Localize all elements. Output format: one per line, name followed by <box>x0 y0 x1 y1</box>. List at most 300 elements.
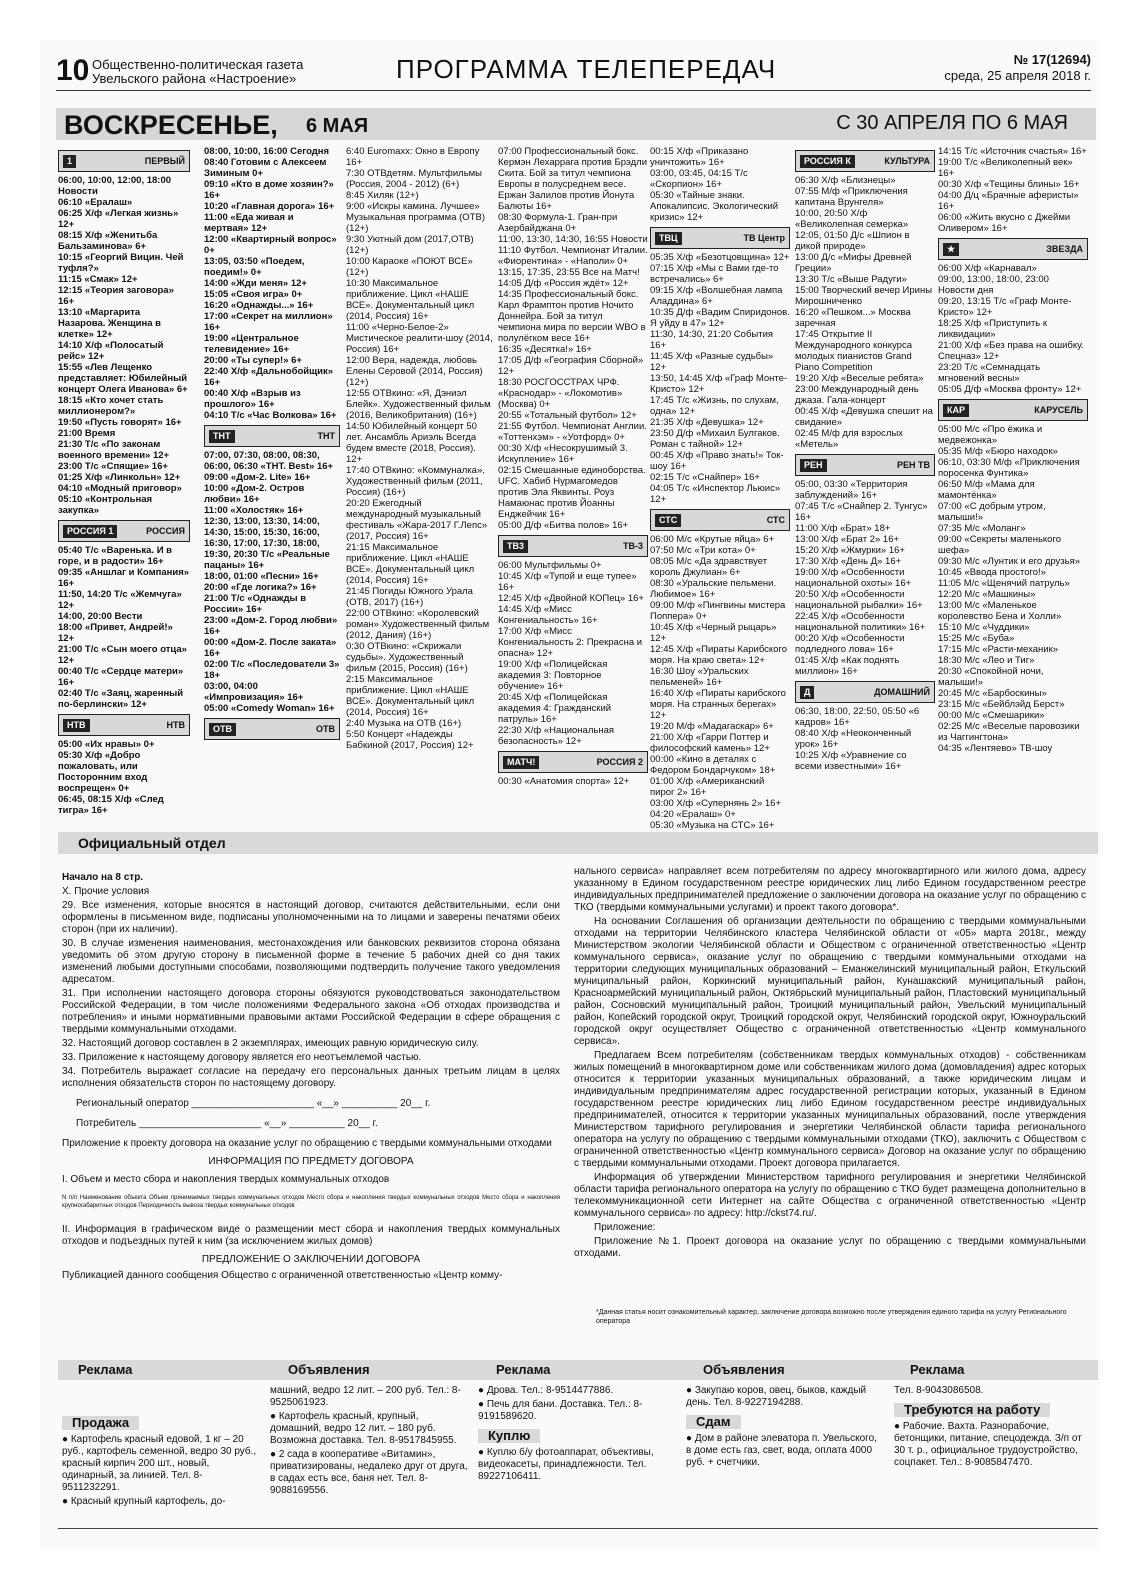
program-entry: 21:45 Погиды Южного Урала (ОТВ, 2017) (16+) <box>346 586 473 608</box>
newspaper-name-line2: Увельского района «Настроение» <box>92 71 297 86</box>
program-entry: 18:00, 01:00 «Песни» 16+ <box>204 571 319 582</box>
program-entry: 02:25 М/с «Веселые паровозики из Чаггингтона» <box>938 721 1080 743</box>
program-entry: 06:00 «Жить вкусно с Джейми Оливером» 16+ <box>938 212 1071 234</box>
program-entry: 23:15 М/с «Бейблэйд Берст» <box>938 699 1065 710</box>
ad-item: ● Печь для бани. Доставка. Тел.: 8-9191589620. <box>478 1399 643 1422</box>
channel-header <box>795 454 935 476</box>
tv-column <box>938 146 1088 754</box>
program-entry: 07:50 М/с «Три кота» 0+ <box>650 545 756 556</box>
program-entry: 13:00 Х/ф «Брат 2» 16+ <box>795 534 900 545</box>
channel-logo-icon: РОССИЯ 1 <box>63 525 117 538</box>
program-entry: 14:45 Х/ф «Мисс Конгениальность» 16+ <box>498 604 598 626</box>
program-entry: 00:15 Х/ф «Приказано уничтожить» 16+ <box>650 146 749 168</box>
tv-column <box>650 146 790 831</box>
info-item: II. Информация в графическом виде о размещении мест сбора и накопления твердых коммунальных отходов и подъездных путей к ним (за исключением жилых домов) <box>62 1224 560 1247</box>
program-entry: 17:15 М/с «Расти-механик» <box>938 644 1059 655</box>
program-entry: 00:40 Х/ф «Взрыв из прошлого» 16+ <box>204 388 301 410</box>
contract-paragraph: 31. При исполнении настоящего договора стороны обязуются руководствоваться законодательством Российской Федерации, в том числе положениями Федерального закона «Об отходах производства и потребления» и иными нормативными правовыми актами Российской Федерации в сфере обращения с твердыми коммунальными отходами. <box>62 988 560 1035</box>
program-entry: 08:40 Готовим с Алексеем Зиминым 0+ <box>204 157 327 179</box>
ad-item: ● Дрова. Тел.: 8-9514477886. <box>478 1385 614 1396</box>
program-entry: 7:30 ОТВдетям. Мультфильмы (Россия, 2004 - 2012) (6+) <box>346 168 483 190</box>
program-entry: 11:00 «Черно-Белое-2» Мистическое реалити-шоу (2014, Россия) 16+ <box>346 322 493 355</box>
program-entry: 19:00 Т/с «Великолепный век» 16+ <box>938 157 1073 179</box>
program-entry: 03:00, 03:45, 04:15 Т/с «Скорпион» 16+ <box>650 168 748 190</box>
program-entry: 21:30 Т/с «По законам военного времени» 12+ <box>58 439 170 461</box>
program-entry: 17:45 Открытие II Международного конкурса молодых пианистов Grand Piano Competition <box>795 329 913 373</box>
issue-date: среда, 25 апреля 2018 г. <box>944 68 1091 83</box>
program-entry: 13:00 Д/с «Мифы Древней Греции» <box>795 252 912 274</box>
program-entry: 05:05 Д/ф «Москва фронту» 12+ <box>938 384 1082 395</box>
channel-name: СТС <box>766 514 785 525</box>
program-entry: 06:30, 18:00, 22:50, 05:50 «6 кадров» 16+ <box>795 706 920 728</box>
channel-name: ЗВЕЗДА <box>1046 243 1083 254</box>
program-entry: 11:05 М/с «Щенячий патруль» <box>938 578 1070 589</box>
program-entry: 08:15 Х/ф «Женитьба Бальзаминова» 6+ <box>58 230 158 252</box>
program-entry: 06:10 «Ералаш» <box>58 197 133 208</box>
program-entry: 08:30 «Уральские пельмени. Любимое» 16+ <box>650 578 777 600</box>
program-entry: 23:20 Т/с «Семнадцать мгновений весны» <box>938 362 1041 384</box>
program-entry: 11:30, 14:30, 21:20 События 16+ <box>650 329 774 351</box>
channel-logo-icon: ТВ3 <box>503 540 528 553</box>
program-entry: 06:50 М/ф «Мама для мамонтёнка» <box>938 479 1035 501</box>
offer-title: ПРЕДЛОЖЕНИЕ О ЗАКЛЮЧЕНИИ ДОГОВОРА <box>201 1254 421 1265</box>
program-entry: 06:25 Х/ф «Легкая жизнь» 12+ <box>58 208 179 230</box>
channel-name: ДОМАШНИЙ <box>874 686 930 697</box>
section-title: ПРОГРАММА ТЕЛЕПЕРЕДАЧ <box>396 54 777 84</box>
contract-text-left <box>62 872 560 1302</box>
channel-logo-icon: ОТВ <box>209 723 236 736</box>
contract-paragraph: Приложение: <box>594 1222 656 1233</box>
program-entry: 02:45 М/ф для взрослых «Метель» <box>795 428 904 450</box>
contract-paragraph: Потребитель ______________________ «__» __________ 20__ г. <box>76 1118 378 1129</box>
program-entry: 11:00 «Еда живая и мертвая» 12+ <box>204 212 294 234</box>
channel-logo-icon: ТНТ <box>209 430 235 443</box>
program-entry: 01:45 Х/ф «Как поднять миллион» 16+ <box>795 655 900 677</box>
program-entry: 05:00 М/с «Про ёжика и медвежонка» <box>938 424 1043 446</box>
ad-item: ● Красный крупный картофель, до- <box>62 1496 226 1507</box>
program-entry: 11:10 Футбол. Чемпионат Италии. «Фиорентина» - «Наполи» 0+ <box>498 245 648 267</box>
program-entry: 18:30 М/с «Лео и Тиг» <box>938 655 1035 666</box>
program-entry: 12:55 ОТВкино: «Я, Дэниэл Блейк». Художественный фильм (2016, Великобритания) (16+) <box>346 388 491 421</box>
contract-paragraph: X. Прочие условия <box>62 886 150 897</box>
program-entry: 18:15 «Кто хочет стать миллионером?» <box>58 395 164 417</box>
channel-logo-icon: ТВЦ <box>655 232 682 245</box>
program-entry: 17:05 Д/ф «География Сборной» 12+ <box>498 355 644 377</box>
ad-category-title: Требуются на работу <box>894 1403 1050 1417</box>
channel-logo-icon: КАР <box>943 404 969 417</box>
program-entry: 21:00 Время <box>58 428 116 439</box>
program-entry: 05:35 Х/ф «Безотцовщина» 12+ <box>650 252 790 263</box>
program-entry: 01:00 Х/ф «Американский пирог 2» 16+ <box>650 776 765 798</box>
info-table-header: N п/п Наименование объекта Объем принимаемых твердых коммунальных отходов Место сбора и накопления твердых коммунальных отходов Место сбора и накопления крупногабаритных отходов Периодичность вывоза твердых коммунальных отходов <box>62 1195 560 1209</box>
program-entry: 15:05 «Своя игра» 0+ <box>204 289 303 300</box>
program-entry: 14:15 Т/с «Источник счастья» 16+ <box>938 146 1087 157</box>
channel-header <box>650 509 790 531</box>
channel-logo-icon: ★ <box>943 243 959 256</box>
tv-column <box>58 146 190 816</box>
ad-category-title: Сдам <box>686 1415 741 1429</box>
program-entry: 01:25 Х/ф «Линкольн» 12+ <box>58 472 181 483</box>
ad-item: ● Дом в районе элеватора п. Увельского, в доме есть газ, свет, вода, оплата 4000 руб. + счетчики. <box>686 1433 877 1468</box>
channel-header <box>795 681 935 703</box>
program-entry: 14:50 Юбилейный концерт 50 лет. Ансамбль Ариэль Всегда будем вместе (2018, Россия). 12+ <box>346 421 477 465</box>
program-entry: 02:40 Т/с «Заяц, жаренный по-берлински» 12+ <box>58 688 184 710</box>
program-entry: 13:10 «Маргарита Назарова. Женщина в клетке» 12+ <box>58 307 161 340</box>
channel-logo-icon: 1 <box>63 155 76 168</box>
channel-name: ОТВ <box>316 723 335 734</box>
program-entry: 06:00 Х/ф «Карнавал» <box>938 263 1037 274</box>
program-entry: 11:00 «Холостяк» 16+ <box>204 505 304 516</box>
program-entry: 9:00 «Искры камина. Лучшее» Музыкальная программа (ОТВ) (12+) <box>346 201 485 234</box>
contract-paragraph: 34. Потребитель выражает согласие на передачу его персональных данных третьим лицам в целях исполнения обязательств сторон по настоящему договору. <box>62 1066 560 1089</box>
program-entry: 08:05 М/с «Да здравствует король Джулиан» 6+ <box>650 556 768 578</box>
ad-column <box>686 1385 882 1471</box>
program-entry: 23:00 Международный день джаза. Гала-концерт <box>795 384 919 406</box>
program-entry: 06:00, 10:00, 12:00, 18:00 Новости <box>58 175 172 197</box>
program-entry: 09:10 «Кто в доме хозяин?» 16+ <box>204 179 334 201</box>
program-entry: 09:00 «Дом-2. Lite» 16+ <box>204 472 311 483</box>
program-entry: 9:30 Уютный дом (2017,ОТВ) (12+) <box>346 234 474 256</box>
program-entry: 20:50 Х/ф «Особенности национальной рыбалки» 16+ <box>795 589 923 611</box>
contract-paragraph: 32. Настоящий договор составлен в 2 экземплярах, имеющих равную юридическую силу. <box>62 1038 479 1049</box>
program-entry: 17:00 Х/ф «Мисс Конгениальность 2: Прекрасна и опасна» 12+ <box>498 626 643 659</box>
ads-bar-label: Объявления <box>703 1362 785 1377</box>
program-entry: 00:45 Х/ф «Право знать!» Ток-шоу 16+ <box>650 450 784 472</box>
program-entry: 12:20 М/с «Машкины» <box>938 589 1036 600</box>
program-entry: 21:15 Максимальное приближение. Цикл «НАШЕ ВСЕ». Документальный цикл (2014, Россия) 16+ <box>346 542 475 586</box>
issue-info <box>944 52 1091 84</box>
program-entry: 2:40 Музыка на ОТВ (16+) <box>346 718 462 729</box>
program-entry: 21:00 Т/с «Однажды в России» 16+ <box>204 593 307 615</box>
program-entry: 20:45 М/с «Барбоскины» <box>938 688 1047 699</box>
program-entry: 11:00 Х/ф «Брат» 18+ <box>795 523 891 534</box>
program-entry: 2:15 Максимальное приближение. Цикл «НАШЕ ВСЕ». Документальный цикл (2014, Россия) 16+ <box>346 674 475 718</box>
program-entry: 10:00 «Дом-2. Остров любви» 16+ <box>204 483 305 505</box>
program-entry: 03:00, 04:00 «Импровизация» 16+ <box>204 681 304 703</box>
program-entry: 11:50, 14:20 Т/с «Жемчуга» 12+ <box>58 589 182 611</box>
program-entry: 11:15 «Смак» 12+ <box>58 274 138 285</box>
program-entry: 20:30 «Спокойной ночи, малыши!» <box>938 666 1044 688</box>
channel-logo-icon: Д <box>800 686 814 699</box>
channel-header <box>498 535 648 557</box>
channel-header <box>58 714 190 736</box>
program-entry: 18:00 «Привет, Андрей!» 12+ <box>58 622 173 644</box>
program-entry: 21:35 Х/ф «Девушка» 12+ <box>650 417 764 428</box>
program-entry: 12:00 «Квартирный вопрос» 0+ <box>204 234 337 256</box>
program-entry: 00:30 Х/ф «Несокрушимый 3. Искупление» 16+ <box>498 443 628 465</box>
day-name: ВОСКРЕСЕНЬЕ, <box>64 110 278 140</box>
program-entry: 16:30 Шоу «Уральских пельменей» 16+ <box>650 666 749 688</box>
ad-category-title: Куплю <box>478 1429 540 1443</box>
program-entry: 00:20 Х/ф «Особенности подледного лова» 16+ <box>795 633 905 655</box>
tv-column <box>204 146 340 743</box>
program-entry: 08:40 Х/ф «Неоконченный урок» 16+ <box>795 728 912 750</box>
contract-paragraph: Приложение к проекту договора на оказание услуг по обращению с твердыми коммунальными отходами <box>62 1138 552 1149</box>
program-entry: 04:00 Д/ц «Брачные аферисты» 16+ <box>938 190 1079 212</box>
program-entry: 05:35 М/ф «Бюро находок» <box>938 446 1058 457</box>
week-range: С 30 АПРЕЛЯ ПО 6 МАЯ <box>836 112 1068 134</box>
program-entry: 15:00 Творческий вечер Ирины Мирошниченко <box>795 285 933 307</box>
program-entry: 10:20 «Главная дорога» 16+ <box>204 201 335 212</box>
program-entry: 16:35 «Десятка!» 16+ <box>498 344 592 355</box>
info-item: I. Объем и место сбора и накопления твердых коммунальных отходов <box>62 1174 390 1185</box>
program-entry: 04:35 «Лентяево» ТВ-шоу <box>938 743 1053 754</box>
contract-paragraph: Информация об утверждении Министерством тарифного регулирования и энергетики Челябинской области тарифа регионального оператора на услугу по обращению с ТКО будет размещена дополнительно в телекоммуникационной сети Интернет на сайте Общества с ограниченной ответственностью «Центр коммунального сервиса» по адресу: http://ckst74.ru/. <box>574 1172 1086 1219</box>
program-entry: 05:00 «Comedy Woman» 16+ <box>204 703 335 714</box>
program-entry: 18:30 РОСГОССТРАХ ЧРФ. «Краснодар» - «Локомотив» (Москва) 0+ <box>498 377 623 410</box>
program-entry: 04:05 Т/с «Инспектор Льюис» 12+ <box>650 483 781 505</box>
program-entry: 14:00, 20:00 Вести <box>58 611 143 622</box>
tv-column <box>346 146 494 751</box>
program-entry: 0:30 ОТВкино: «Скрижали судьбы». Художественный фильм (2015, Россия) (16+) <box>346 641 468 674</box>
program-entry: 10:45 «Ввода простого!» <box>938 567 1046 578</box>
program-entry: 19:00 Х/ф «Особенности национальной охоты» 16+ <box>795 567 912 589</box>
program-entry: 22:45 Х/ф «Особенности национальной политики» 16+ <box>795 611 926 633</box>
ad-item: Тел. 8-9043086508. <box>894 1385 984 1396</box>
program-entry: 14:05 Д/ф «Россия ждёт» 12+ <box>498 278 629 289</box>
continuation-note: Начало на 8 стр. <box>62 872 144 883</box>
program-entry: 17:00 «Секрет на миллион» 16+ <box>204 311 333 333</box>
program-entry: 07:00 Профессиональный бокс. Кермэн Лехаррага против Брэдли Скита. Бой за титул чемпиона Европы в полусреднем весе. Ержан Залилов против Йонута Балюты 16+ <box>498 146 648 212</box>
ad-column <box>270 1385 470 1499</box>
contract-paragraph: 30. В случае изменения наименования, местонахождения или банковских реквизитов сторона обязана уведомить об этом другую сторону в письменной форме в течение 5 рабочих дней со дня таких изменений любыми доступными способами, позволяющими подтвердить получение такого уведомления адресатом. <box>62 938 560 985</box>
program-entry: 21:00 Т/с «Сын моего отца» 12+ <box>58 644 187 666</box>
channel-name: ТВ-3 <box>623 540 643 551</box>
program-entry: 04:10 Т/с «Час Волкова» 16+ <box>204 410 337 421</box>
program-entry: 19:50 «Пусть говорят» 16+ <box>58 417 182 428</box>
channel-header <box>795 150 935 172</box>
channel-name: ТВ Центр <box>743 232 785 243</box>
program-entry: 02:15 Т/с «Снайпер» 16+ <box>650 472 760 483</box>
contract-paragraph: Региональный оператор ______________________ «__» __________ 20__ г. <box>76 1098 431 1109</box>
program-entry: 00:00 «Кино в деталях с Федором Бондарчуком» 18+ <box>650 754 776 776</box>
channel-name: КАРУСЕЛЬ <box>1034 404 1083 415</box>
channel-name: РОССИЯ <box>146 525 185 536</box>
channel-name: РОССИЯ 2 <box>596 756 643 767</box>
contract-paragraph: Предлагаем Всем потребителям (собственникам твердых коммунальных отходов) - собственникам жилых помещений в многоквартирном доме или собственникам жилого дома (домовладения) адрес которых относится к территории указанных муниципальных образований, а также юридическим лицам и индивидуальным предпринимателям адрес государственной регистрации которых, указанный в Едином государственном реестре юридических лиц либо Едином государственном реестре индивидуальных предпринимателей, относится к территории указанных муниципальных образований, после утверждения Министерством тарифного регулирования и энергетики Челябинской области тарифа регионального оператора на услугу по обращению с твердыми коммунальными отходами (ТКО), заключить с Обществом с ограниченной ответственностью «Центр коммунального сервиса» Договор на оказание услуг по обращению с твердыми коммунальными отходами. Проект договора прилагается. <box>574 1050 1086 1169</box>
contract-paragraph: 29. Все изменения, которые вносятся в настоящий договор, считаются действительными, если они оформлены в письменном виде, подписаны уполномоченными на то лицами и заверены печатями обеих сторон (при их наличии). <box>62 900 560 935</box>
ad-item: ● Рабочие. Вахта. Разнорабочие, бетонщики, питание, спецодежда. З/п от 30 т. р., официальное трудоустройство, соцпакет. Тел.: 8-9085847470. <box>894 1421 1082 1468</box>
program-entry: 07:00, 07:30, 08:00, 08:30, 06:00, 06:30 «ТНТ. Best» 16+ <box>204 450 334 472</box>
program-entry: 04:20 «Ералаш» 0+ <box>650 809 736 820</box>
ad-item: ● Картофель красный едовой, 1 кг – 20 руб., картофель семенной, ведро 30 руб., красный кирпич 200 шт., новый, одинарный, за линией. Тел. 8-9511232291. <box>62 1434 257 1493</box>
program-entry: 10:35 Д/ф «Вадим Спиридонов. Я уйду в 47» 12+ <box>650 307 790 329</box>
program-entry: 03:00 Х/ф «Супернянь 2» 16+ <box>650 798 781 809</box>
program-entry: 04:10 «Модный приговор» <box>58 483 182 494</box>
program-entry: 17:30 Х/ф «День Д» 16+ <box>795 556 902 567</box>
ad-item: ● Куплю б/у фотоаппарат, объективы, видеокасеты, принадлежности. Тел. 89227106411. <box>478 1447 654 1482</box>
program-entry: 19:00 Х/ф «Полицейская академия 3: Повторное обучение» 16+ <box>498 659 608 692</box>
contract-paragraph: Приложение №1. Проект договора на оказание услуг по обращению с твердыми коммунальными отходами. <box>574 1236 1086 1259</box>
program-entry: 15:10 М/с «Чуддики» <box>938 622 1030 633</box>
program-entry: 05:40 Т/с «Варенька. И в горе, и в радости» 16+ <box>58 545 173 567</box>
channel-header <box>650 227 790 249</box>
program-entry: 10:45 Х/ф «Черный рыцарь» 12+ <box>650 622 777 644</box>
contract-paragraph: На основании Соглашения об организации деятельности по обращению с твердыми коммунальными отходами на территории Челябинского кластера Челябинской области от «05» марта 2018г., между Министерством экологии Челябинской области и Обществом с ограниченной ответственностью «Центр коммунального сервиса», оказание услуг по обращению с твердыми коммунальными отходами на территории следующих муниципальных образований – Еманжелинский муниципальный район, Еткульский муниципальный район, Коркинский муниципальный район, Кунашакский муниципальный район, Красноармейский муниципальный район, Октябрьский муниципальный район, Пластовский муниципальный район, Сосновский муниципальный район, Троицкий муниципальный район, Увельский муниципальный район, Копейский городской округ, Троицкий городской округ, Челябинский городской округ, Южноуральский городской округ осуществляет Общество с ограниченной ответственностью «Центр коммунального сервиса». <box>574 916 1086 1047</box>
program-entry: 07:35 М/с «Моланг» <box>938 523 1026 534</box>
info-title: ИНФОРМАЦИЯ ПО ПРЕДМЕТУ ДОГОВОРА <box>208 1156 414 1167</box>
program-entry: 12:00 Вера, надежда, любовь Елены Серовой (2014, Россия) (12+) <box>346 355 483 388</box>
ad-item: ● 2 сада в кооперативе «Витамин», приватизированы, недалеко друг от друга, в садах есть все, баня нет. Тел. 8-9088169556. <box>270 1449 468 1496</box>
program-entry: 09:00, 13:00, 18:00, 23:00 Новости дня <box>938 274 1049 296</box>
program-entry: 09:20, 13:15 Т/с «Граф Монте-Кристо» 12+ <box>938 296 1072 318</box>
program-entry: 23:00 Т/с «Спящие» 16+ <box>58 461 168 472</box>
official-section-band <box>58 832 1098 854</box>
channel-logo-icon: РОССИЯ К <box>800 155 855 168</box>
program-entry: 05:00, 03:30 «Территория заблуждений» 16+ <box>795 479 908 501</box>
program-entry: 15:25 М/с «Буба» <box>938 633 1015 644</box>
program-entry: 15:20 Х/ф «Жмурки» 16+ <box>795 545 905 556</box>
channel-header <box>204 425 340 447</box>
channel-logo-icon: РЕН <box>800 459 827 472</box>
program-entry: 16:40 Х/ф «Пираты карибского моря. На странных берегах» 12+ <box>650 688 786 721</box>
program-entry: 07:45 Т/с «Снайпер 2. Тунгус» 16+ <box>795 501 928 523</box>
channel-name: КУЛЬТУРА <box>884 155 930 166</box>
program-entry: 06:00 Мультфильмы 0+ <box>498 560 602 571</box>
program-entry: 5:50 Концерт «Надежды Бабкиной (2017, Россия) 12+ <box>346 729 474 751</box>
channel-header <box>204 718 340 740</box>
channel-header <box>938 238 1088 260</box>
program-entry: 19:00 «Центральное телевидение» 16+ <box>204 333 299 355</box>
program-entry: 00:30 «Анатомия спорта» 12+ <box>498 776 630 787</box>
program-entry: 08:30 Формула-1. Гран-при Азербайджана 0+ <box>498 212 618 234</box>
program-entry: 06:30 Х/ф «Близнецы» <box>795 175 896 186</box>
channel-name: РЕН ТВ <box>896 459 930 470</box>
program-entry: 11:45 Х/ф «Разные судьбы» 12+ <box>650 351 774 373</box>
channel-name: ПЕРВЫЙ <box>144 155 185 166</box>
ad-item: машний, ведро 12 лит. – 200 руб. Тел.: 8-9525061923. <box>270 1385 461 1408</box>
program-entry: 12:15 «Теория заговора» 16+ <box>58 285 174 307</box>
program-entry: 20:00 «Где логика?» 16+ <box>204 582 317 593</box>
program-entry: 09:00 «Секреты маленького шефа» <box>938 534 1061 556</box>
ad-item: ● Закупаю коров, овец, быков, каждый день. Тел. 8-9227194288. <box>686 1385 867 1408</box>
program-entry: 10:45 Х/ф «Тупой и еще тупее» 16+ <box>498 571 637 593</box>
program-entry: 05:30 Х/ф «Добро пожаловать, или Посторонним вход воспрещен» 0+ <box>58 750 148 794</box>
channel-logo-icon: НТВ <box>63 719 90 732</box>
program-entry: 19:20 М/ф «Мадагаскар» 6+ <box>650 721 774 732</box>
newspaper-name <box>92 58 303 86</box>
program-entry: 07:15 Х/ф «Мы с Вами где-то встречались» 6+ <box>650 263 779 285</box>
program-entry: 06:45, 08:15 Х/ф «След тигра» 16+ <box>58 794 164 816</box>
program-entry: 20:20 Ежегодный международный музыкальный фестиваль «Жара-2017 Г.Лепс» (2017, Россия) 16+ <box>346 498 488 542</box>
contract-paragraph: нального сервиса» направляет всем потребителям по адресу многоквартирного или жилого дома, адресу указанному в Едином государственном реестре юридических лиц либо Едином государственном реестре индивидуальных предпринимателей предложение о заключении договора на оказание услуг по обращению с ТКО (твердыми коммунальными услугами) и проект такого договора*. <box>574 866 1086 913</box>
channel-header <box>938 399 1088 421</box>
program-entry: 21:00 Х/ф «Гарри Поттер и философский камень» 12+ <box>650 732 770 754</box>
ads-bar-label: Объявления <box>288 1362 370 1377</box>
program-entry: 05:30 «Тайные знаки. Апокалипсис. Экологический кризис» 12+ <box>650 190 779 223</box>
program-entry: 18:25 Х/ф «Приступить к ликвидации» <box>938 318 1048 340</box>
program-entry: 05:00 Д/ф «Битва полов» 16+ <box>498 520 629 531</box>
program-entry: 14:00 «Жди меня» 12+ <box>204 278 307 289</box>
channel-name: ТНТ <box>317 430 335 441</box>
program-entry: 09:00 М/ф «Пингвины мистера Поппера» 0+ <box>650 600 786 622</box>
issue-number: № 17(12694) <box>1013 52 1091 67</box>
bottom-rule <box>58 1528 1098 1529</box>
program-entry: 13:15, 17:35, 23:55 Все на Матч! <box>498 267 640 278</box>
offer-text: Публикацией данного сообщения Общество с ограниченной ответственностью «Центр комму- <box>62 1270 503 1281</box>
contract-text-right <box>574 866 1086 1306</box>
channel-header <box>498 751 648 773</box>
program-entry: 16:20 «Пешком...» Москва заречная <box>795 307 911 329</box>
program-entry: 13:00 М/с «Маленькое королевство Бена и Холли» <box>938 600 1062 622</box>
program-entry: 13:30 Т/с «Выше Радуги» <box>795 274 907 285</box>
day-band <box>56 108 1096 140</box>
footnote: *Данная статья носит ознакомительный характер, заключение договора возможно после утверждения единого тарифа на услугу Регионального оператора <box>596 1309 1067 1325</box>
program-entry: 08:00, 10:00, 16:00 Сегодня <box>204 146 330 157</box>
ads-bar-label: Реклама <box>496 1362 551 1377</box>
program-entry: 06:00 М/с «Крутые яйца» 6+ <box>650 534 775 545</box>
ad-category-title: Продажа <box>62 1416 139 1430</box>
ad-column <box>62 1412 258 1510</box>
channel-logo-icon: СТС <box>655 514 681 527</box>
program-entry: 00:00 М/с «Смешарики» <box>938 710 1045 721</box>
channel-name: НТВ <box>166 719 185 730</box>
program-entry: 12:05, 01:50 Д/с «Шпион в дикой природе» <box>795 230 910 252</box>
program-entry: 09:15 Х/ф «Волшебная лампа Аладдина» 6+ <box>650 285 783 307</box>
program-entry: 00:40 Т/с «Сердце матери» 16+ <box>58 666 184 688</box>
program-entry: 00:30 Х/ф «Тещины блины» 16+ <box>938 179 1080 190</box>
program-entry: 21:55 Футбол. Чемпионат Англии. «Тоттенхэм» - «Уотфорд» 0+ <box>498 421 647 443</box>
program-entry: 22:40 Х/ф «Дальнобойщик» 16+ <box>204 366 334 388</box>
program-entry: 09:35 «Аншлаг и Компания» 16+ <box>58 567 190 589</box>
ads-bar-label: Реклама <box>78 1362 133 1377</box>
program-entry: 21:00 Х/ф «Без права на ошибку. Спецназ» 12+ <box>938 340 1084 362</box>
program-entry: 17:40 ОТВкино: «Коммуналка». Художественный фильм (2011, Россия) (16+) <box>346 465 485 498</box>
program-entry: 07:00 «С добрым утром, малыши!» <box>938 501 1046 523</box>
program-entry: 20:00 «Ты супер!» 6+ <box>204 355 302 366</box>
program-entry: 06:10, 03:30 М/ф «Приключения поросенка Фунтика» <box>938 457 1080 479</box>
program-entry: 07:55 М/ф «Приключения капитана Врунгеля» <box>795 186 908 208</box>
program-entry: 13:05, 03:50 «Поедем, поедим!» 0+ <box>204 256 305 278</box>
program-entry: 20:55 «Тотальный футбол» 12+ <box>498 410 637 421</box>
program-entry: 10:00 Караоке «ПОЮТ ВСЕ» (12+) <box>346 256 473 278</box>
program-entry: 15:55 «Лев Лещенко представляет: Юбилейный концерт Олега Иванова» 6+ <box>58 362 188 395</box>
contract-paragraph: 33. Приложение к настоящему договору является его неотъемлемой частью. <box>62 1052 422 1063</box>
program-entry: 00:00 «Дом-2. После заката» 16+ <box>204 637 337 659</box>
program-entry: 12:45 Х/ф «Двойной КОПец» 16+ <box>498 593 644 604</box>
program-entry: 11:00, 13:30, 14:30, 16:55 Новости <box>498 234 648 245</box>
program-entry: 10:00, 20:50 Х/ф «Великолепная семерка» <box>795 208 909 230</box>
program-entry: 8:45 Хиляк (12+) <box>346 190 419 201</box>
ads-bar-label: Реклама <box>910 1362 965 1377</box>
program-entry: 13:50, 14:45 Х/ф «Граф Монте-Кристо» 12+ <box>650 373 788 395</box>
program-entry: 20:45 Х/ф «Полицейская академия 4: Гражданский патруль» 16+ <box>498 692 612 725</box>
program-entry: 23:00 «Дом-2. Город любви» 16+ <box>204 615 338 637</box>
program-entry: 05:30 «Музыка на СТС» 16+ <box>650 820 775 831</box>
ad-column <box>894 1385 1090 1471</box>
ad-item: ● Картофель красный, крупный, домашний, ведро 12 лит. – 180 руб. Возможна доставка. Тел. 8-9517845955. <box>270 1411 457 1446</box>
program-entry: 00:45 Х/ф «Девушка спешит на свидание» <box>795 406 933 428</box>
program-entry: 14:35 Профессиональный бокс. Карл Фрамптон против Ночито Доннейра. Бой за титул чемпиона мира по версии WBO в полулёгком весе 16+ <box>498 289 646 344</box>
tv-column <box>498 146 648 787</box>
channel-header <box>58 520 190 542</box>
program-entry: 22:00 ОТВкино: «Королевский роман» Художественный фильм (2012, Дания) (16+) <box>346 608 490 641</box>
program-entry: 10:30 Максимальное приближение. Цикл «НАШЕ ВСЕ». Документальный цикл (2014, Россия) 16+ <box>346 278 475 322</box>
program-entry: 16:20 «Однажды...» 16+ <box>204 300 314 311</box>
program-entry: 6:40 Euromaxx: Окно в Европу 16+ <box>346 146 480 168</box>
page-number: 10 <box>56 54 90 87</box>
newspaper-name-line1: Общественно-политическая газета <box>92 57 304 72</box>
tv-column <box>795 146 935 772</box>
program-entry: 09:30 М/с «Лунтик и его друзья» <box>938 556 1081 567</box>
ads-bar <box>58 1360 1098 1380</box>
day-date: 6 МАЯ <box>306 115 369 137</box>
ad-column <box>478 1385 674 1485</box>
program-entry: 23:50 Д/ф «Михаил Булгаков. Роман с тайной» 12+ <box>650 428 780 450</box>
page-header <box>56 52 1091 91</box>
program-entry: 19:20 Х/ф «Веселые ребята» <box>795 373 924 384</box>
program-entry: 12:30, 13:00, 13:30, 14:00, 14:30, 15:00, 15:30, 16:00, 16:30, 17:00, 17:30, 18:00, 19:30, 20:30 Т/с «Реальные пацаны» 16+ <box>204 516 330 571</box>
